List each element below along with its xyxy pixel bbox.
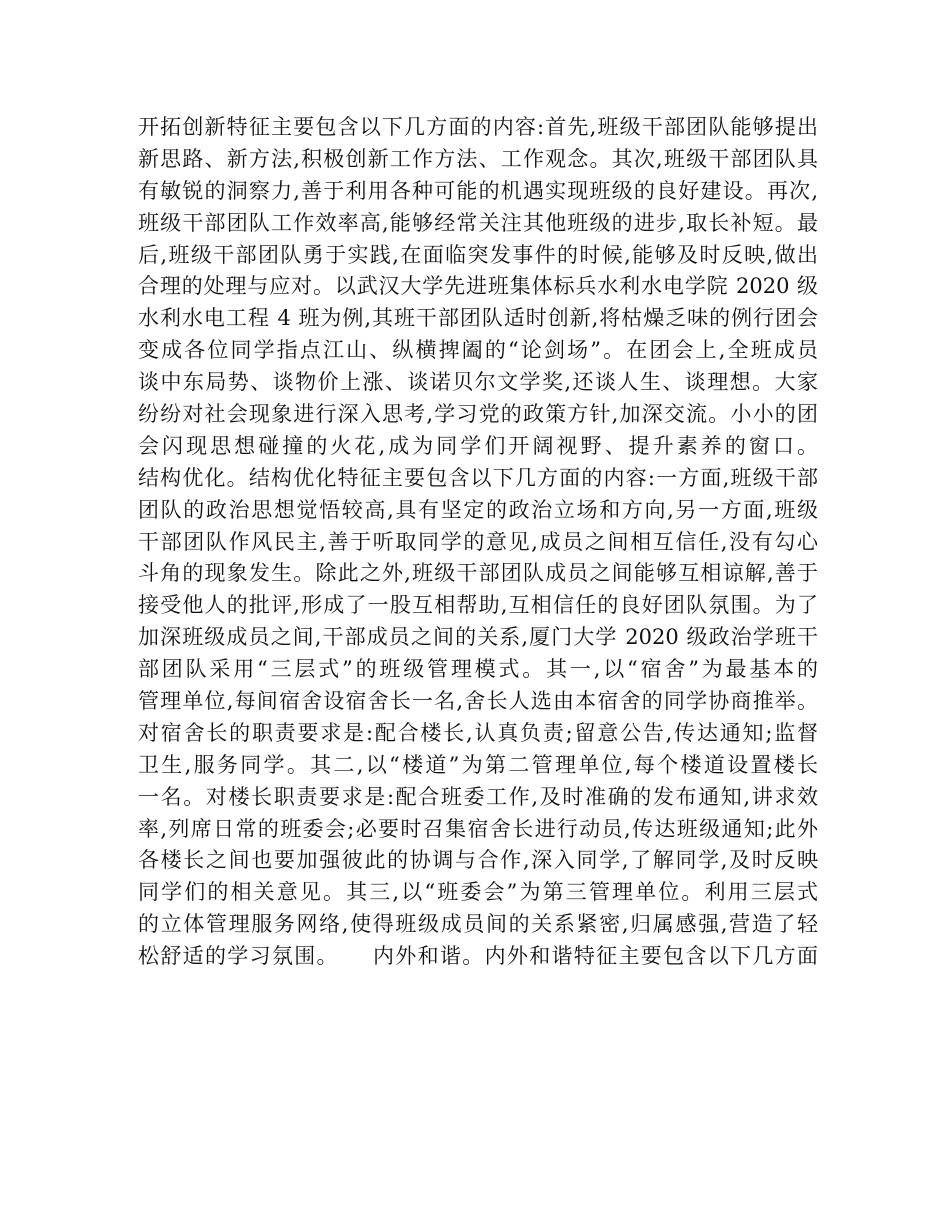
text-line: 合理的处理与应对。以武汉大学先进班集体标兵水利水电学院 2020 级 [138, 274, 818, 299]
text-line: 同学们的相关意见。其三,以“班委会”为第三管理单位。利用三层式 [138, 880, 818, 905]
text-line: 新思路、新方法,积极创新工作方法、工作观念。其次,班级干部团队具 [138, 146, 818, 171]
text-line: 管理单位,每间宿舍设宿舍长一名,舍长人选由本宿舍的同学协商推举。 [138, 689, 818, 714]
text-line: 变成各位同学指点江山、纵横捭阖的“论剑场”。在团会上,全班成员 [138, 338, 818, 363]
text-line: 对宿舍长的职责要求是:配合楼长,认真负责;留意公告,传达通知;监督 [138, 720, 818, 745]
text-line: 一名。对楼长职责要求是:配合班委工作,及时准确的发布通知,讲求效 [138, 784, 818, 809]
text-line: 各楼长之间也要加强彼此的协调与合作,深入同学,了解同学,及时反映 [138, 848, 818, 873]
text-line: 干部团队作风民主,善于听取同学的意见,成员之间相互信任,没有勾心 [138, 529, 818, 554]
text-line: 的立体管理服务网络,使得班级成员间的关系紧密,归属感强,营造了轻 [138, 912, 818, 937]
text-line: 班级干部团队工作效率高,能够经常关注其他班级的进步,取长补短。最 [138, 210, 818, 235]
body-text [138, 112, 818, 973]
text-line: 接受他人的批评,形成了一股互相帮助,互相信任的良好团队氛围。为了 [138, 593, 818, 618]
text-line: 团队的政治思想觉悟较高,具有坚定的政治立场和方向,另一方面,班级 [138, 497, 818, 522]
text-line: 松舒适的学习氛围。 内外和谐。内外和谐特征主要包含以下几方面 [138, 944, 818, 969]
text-line: 纷纷对社会现象进行深入思考,学习党的政策方针,加深交流。小小的团 [138, 402, 818, 427]
text-line: 斗角的现象发生。除此之外,班级干部团队成员之间能够互相谅解,善于 [138, 561, 818, 586]
text-line: 后,班级干部团队勇于实践,在面临突发事件的时候,能够及时反映,做出 [138, 242, 818, 267]
text-line: 有敏锐的洞察力,善于利用各种可能的机遇实现班级的良好建设。再次, [138, 178, 818, 203]
text-line: 结构优化。结构优化特征主要包含以下几方面的内容:一方面,班级干部 [138, 465, 818, 490]
text-line: 部团队采用“三层式”的班级管理模式。其一,以“宿舍”为最基本的 [138, 657, 818, 682]
text-line: 会闪现思想碰撞的火花,成为同学们开阔视野、提升素养的窗口。 [138, 433, 818, 458]
text-line: 谈中东局势、谈物价上涨、谈诺贝尔文学奖,还谈人生、谈理想。大家 [138, 370, 818, 395]
text-line: 率,列席日常的班委会;必要时召集宿舍长进行动员,传达班级通知;此外 [138, 816, 818, 841]
text-line: 水利水电工程 4 班为例,其班干部团队适时创新,将枯燥乏味的例行团会 [138, 306, 818, 331]
text-line: 开拓创新特征主要包含以下几方面的内容:首先,班级干部团队能够提出 [138, 115, 818, 139]
text-line: 卫生,服务同学。其二,以“楼道”为第二管理单位,每个楼道设置楼长 [138, 752, 818, 777]
text-line: 加深班级成员之间,干部成员之间的关系,厦门大学 2020 级政治学班干 [138, 625, 818, 650]
